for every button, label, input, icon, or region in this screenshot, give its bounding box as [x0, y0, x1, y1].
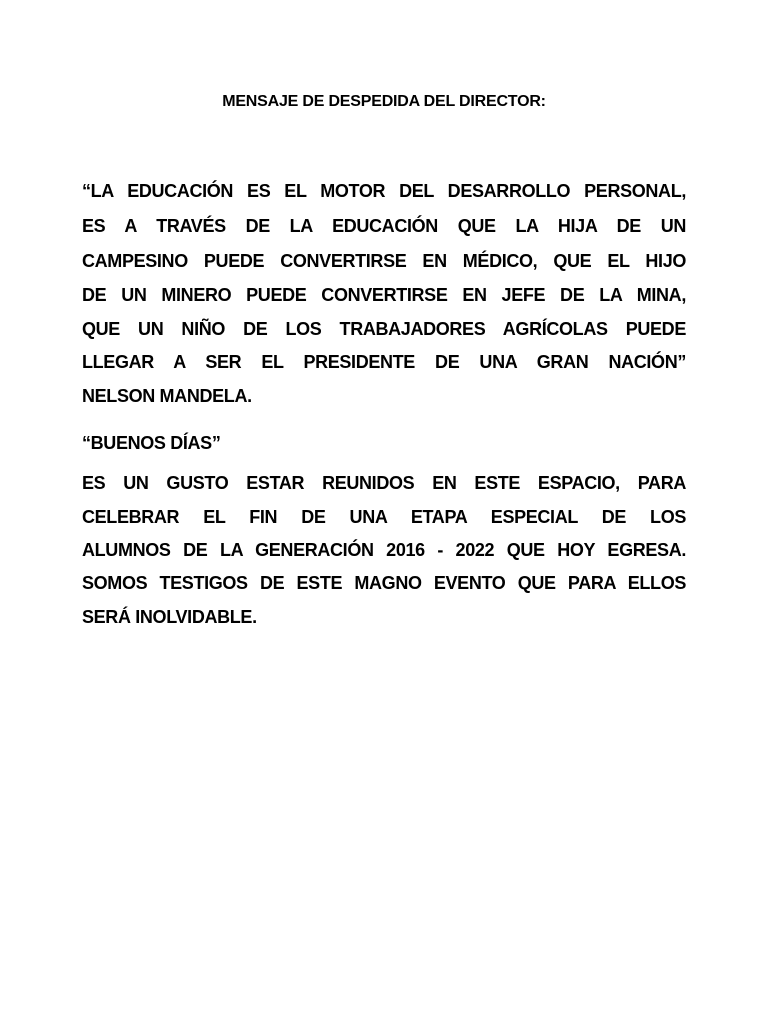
body-line: ALUMNOS DE LA GENERACIÓN 2016 - 2022 QUE HOY EGRESA. — [82, 540, 686, 560]
greeting: “BUENOS DÍAS” — [82, 433, 221, 453]
body-line: SOMOS TESTIGOS DE ESTE MAGNO EVENTO QUE PARA ELLOS — [82, 573, 686, 593]
body-line: ES UN GUSTO ESTAR REUNIDOS EN ESTE ESPACIO, PARA — [82, 473, 686, 493]
body-line: CELEBRAR EL FIN DE UNA ETAPA ESPECIAL DE LOS — [82, 507, 686, 527]
quote-line: LLEGAR A SER EL PRESIDENTE DE UNA GRAN NACIÓN” — [82, 352, 686, 372]
quote-line: QUE UN NIÑO DE LOS TRABAJADORES AGRÍCOLAS PUEDE — [82, 319, 686, 339]
body-line: SERÁ INOLVIDABLE. — [82, 607, 257, 627]
quote-line: “LA EDUCACIÓN ES EL MOTOR DEL DESARROLLO PERSONAL, — [82, 181, 686, 201]
quote-line: CAMPESINO PUEDE CONVERTIRSE EN MÉDICO, QUE EL HIJO — [82, 251, 686, 271]
quote-line: DE UN MINERO PUEDE CONVERTIRSE EN JEFE DE LA MINA, — [82, 285, 686, 305]
quote-line: ES A TRAVÉS DE LA EDUCACIÓN QUE LA HIJA DE UN — [82, 216, 686, 236]
quote-author: NELSON MANDELA. — [82, 386, 252, 406]
document-title: MENSAJE DE DESPEDIDA DEL DIRECTOR: — [222, 93, 546, 110]
